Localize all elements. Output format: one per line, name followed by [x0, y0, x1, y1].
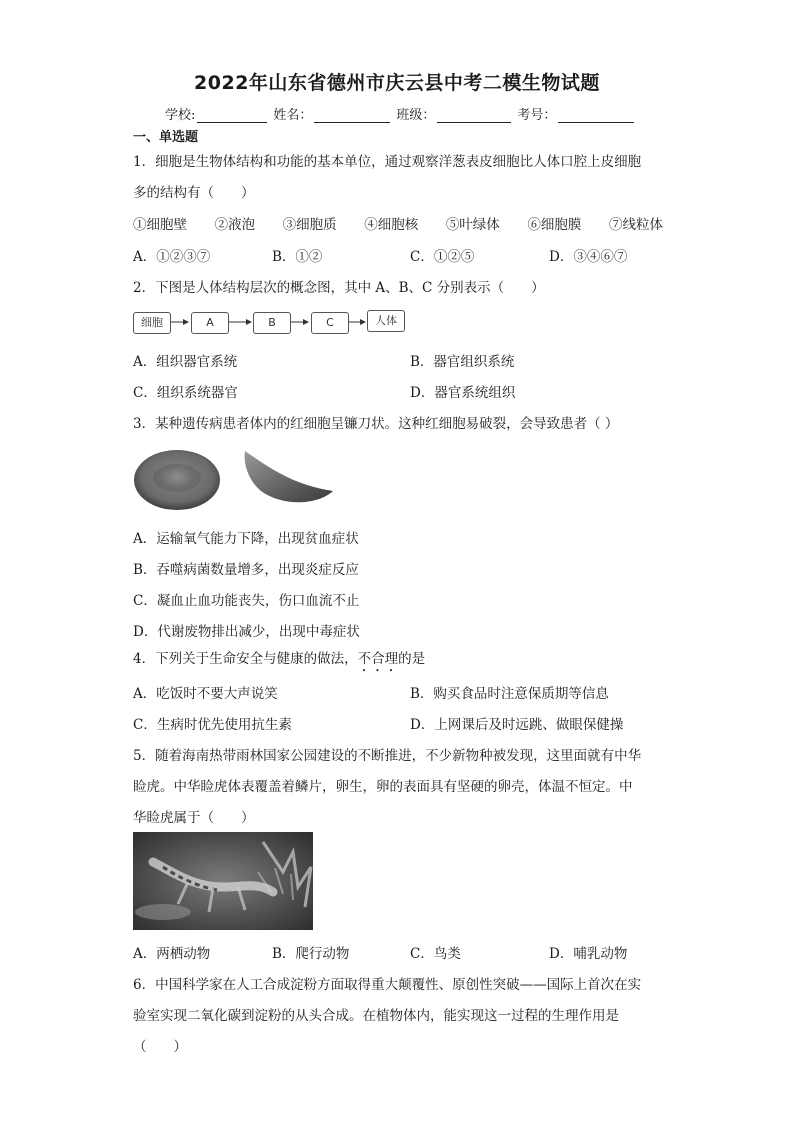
- q3-stem: 3．某种遗传病患者体内的红细胞呈镰刀状。这种红细胞易破裂，会导致患者（ ）: [133, 416, 619, 432]
- ground-leaf: [135, 904, 191, 920]
- sickle-red-blood-cell: [245, 451, 333, 502]
- q5-stem-line1: 5．随着海南热带雨林国家公园建设的不断推进，不少新物种被发现，这里面就有中华: [133, 748, 642, 764]
- q1-option-b[interactable]: B．①②: [272, 249, 323, 265]
- name-blank[interactable]: [314, 108, 390, 123]
- q4-option-a[interactable]: A．吃饭时不要大声说笑: [133, 686, 278, 702]
- student-info-row: [165, 104, 640, 123]
- q5-option-c[interactable]: C．鸟类: [410, 946, 461, 962]
- q4-stem-prefix: 4．下列关于生命安全与健康的做法，: [133, 651, 358, 667]
- q4-option-d[interactable]: D．上网课后及时远跳、做眼保健操: [410, 717, 624, 733]
- q1-item: ①细胞壁: [133, 217, 187, 233]
- q1-item: ②液泡: [214, 217, 256, 233]
- q1-option-c[interactable]: C．①②⑤: [410, 249, 475, 265]
- q5-option-b[interactable]: B．爬行动物: [272, 946, 350, 962]
- q1-stem-line2: 多的结构有（ ）: [133, 185, 255, 201]
- q1-item: ⑦线粒体: [608, 217, 663, 233]
- q1-option-a[interactable]: A．①②③⑦: [133, 249, 211, 265]
- flow-box-c: C: [311, 312, 349, 334]
- q6-stem-line3: （ ）: [133, 1039, 187, 1055]
- q3-option-a[interactable]: A．运输氧气能力下降，出现贫血症状: [133, 531, 359, 547]
- q1-item: ⑥细胞膜: [527, 217, 582, 233]
- section-heading: 一、单选题: [133, 130, 199, 145]
- q1-item: ⑤叶绿体: [445, 217, 500, 233]
- flow-box-human: 人体: [367, 310, 405, 332]
- q2-stem: 2．下图是人体结构层次的概念图，其中 A、B、C 分别表示（ ）: [133, 280, 545, 296]
- red-blood-cell-figure: [133, 445, 348, 519]
- q3-option-c[interactable]: C．凝血止血功能丧失，伤口血流不止: [133, 593, 360, 609]
- flow-box-cell: 细胞: [133, 312, 171, 334]
- blood-cell-illustration: [133, 445, 348, 515]
- q5-stem-line2: 睑虎。中华睑虎体表覆盖着鳞片，卵生，卵的表面具有坚硬的卵壳，体温不恒定。中: [133, 779, 633, 795]
- exam-no-label: 考号：: [517, 108, 557, 123]
- q4-stem: [133, 647, 425, 675]
- q5-option-d[interactable]: D．哺乳动物: [549, 946, 628, 962]
- class-blank[interactable]: [437, 108, 511, 123]
- q5-option-a[interactable]: A．两栖动物: [133, 946, 211, 962]
- q4-stem-suffix: 的是: [398, 651, 426, 667]
- q5-stem-line3: 华睑虎属于（ ）: [133, 810, 255, 826]
- q6-stem-line2: 验室实现二氧化碳到淀粉的从头合成。在植物体内，能实现这一过程的生理作用是: [133, 1008, 619, 1024]
- q1-item: ③细胞质: [282, 217, 337, 233]
- q1-option-d[interactable]: D．③④⑥⑦: [549, 249, 628, 265]
- cell-center: [153, 464, 201, 492]
- q6-stem-line1: 6．中国科学家在人工合成淀粉方面取得重大颠覆性、原创性突破——国际上首次在实: [133, 977, 642, 993]
- name-label: 姓名：: [273, 108, 313, 123]
- q4-stem-emphasis: 不合理: [357, 651, 399, 667]
- exam-title: 2022年山东省德州市庆云县中考二模生物试题: [194, 72, 600, 94]
- exam-no-blank[interactable]: [558, 108, 634, 123]
- school-blank[interactable]: [197, 108, 267, 123]
- q4-option-c[interactable]: C．生病时优先使用抗生素: [133, 717, 292, 733]
- class-label: 班级：: [396, 108, 436, 123]
- q4-option-b[interactable]: B．购买食品时注意保质期等信息: [410, 686, 609, 702]
- flow-box-b: B: [253, 312, 291, 334]
- q3-option-b[interactable]: B．吞噬病菌数量增多，出现炎症反应: [133, 562, 359, 578]
- q1-stem-line1: 1．细胞是生物体结构和功能的基本单位，通过观察洋葱表皮细胞比人体口腔上皮细胞: [133, 154, 642, 170]
- gecko-photo: [133, 832, 313, 930]
- q1-structure-list: [133, 213, 663, 233]
- q2-option-d[interactable]: D．器官系统组织: [410, 385, 516, 401]
- flow-box-a: A: [191, 312, 229, 334]
- gecko-illustration: [133, 832, 313, 930]
- q2-option-a[interactable]: A．组织器官系统: [133, 354, 238, 370]
- q1-item: ④细胞核: [364, 217, 419, 233]
- school-label: 学校:: [165, 108, 196, 123]
- q2-option-c[interactable]: C．组织系统器官: [133, 385, 238, 401]
- q3-option-d[interactable]: D．代谢废物排出减少，出现中毒症状: [133, 624, 360, 640]
- q2-option-b[interactable]: B．器官组织系统: [410, 354, 515, 370]
